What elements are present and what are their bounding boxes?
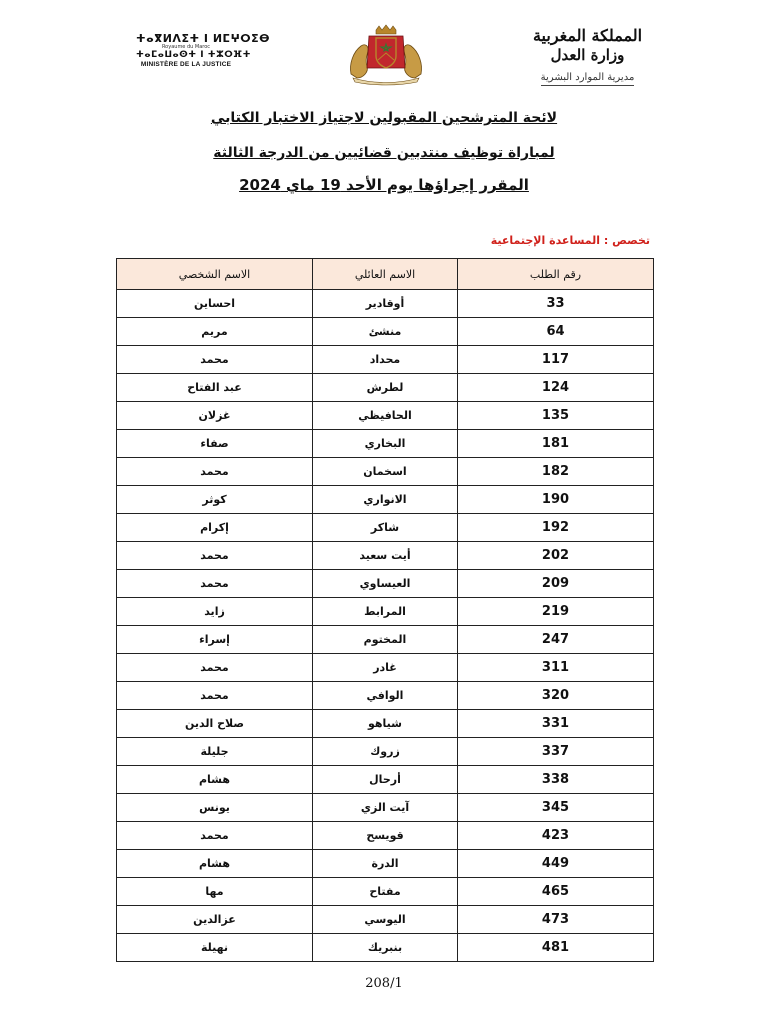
cell-application-number: 345 bbox=[458, 794, 654, 822]
table-header-row bbox=[117, 259, 654, 290]
cell-first-name: هشام bbox=[117, 850, 313, 878]
tifinagh-subtitle: Royaume du Maroc bbox=[161, 44, 211, 50]
cell-first-name: عزالدين bbox=[117, 906, 313, 934]
ministry-name-fr: MINISTÈRE DE LA JUSTICE bbox=[140, 61, 232, 68]
cell-family-name: الوافي bbox=[313, 682, 458, 710]
title-line-3: المقرر إجراؤها يوم الأحد 19 ماي 2024 bbox=[239, 176, 529, 194]
cell-first-name: جليلة bbox=[117, 738, 313, 766]
table-row bbox=[117, 682, 654, 710]
table-row bbox=[117, 402, 654, 430]
cell-family-name: محداد bbox=[313, 346, 458, 374]
cell-family-name: زروك bbox=[313, 738, 458, 766]
table-row bbox=[117, 906, 654, 934]
cell-family-name: مفتاح bbox=[313, 878, 458, 906]
cell-first-name: صلاح الدين bbox=[117, 710, 313, 738]
cell-application-number: 64 bbox=[458, 318, 654, 346]
specialty-label: تخصص : المساعدة الإجتماعية bbox=[490, 234, 650, 247]
cell-first-name: هشام bbox=[117, 766, 313, 794]
cell-first-name: عبد الفتاح bbox=[117, 374, 313, 402]
cell-first-name: محمد bbox=[117, 570, 313, 598]
cell-application-number: 219 bbox=[458, 598, 654, 626]
cell-family-name: المختوم bbox=[313, 626, 458, 654]
cell-application-number: 209 bbox=[458, 570, 654, 598]
cell-family-name: قويسح bbox=[313, 822, 458, 850]
cell-family-name: أوقادير bbox=[313, 290, 458, 318]
cell-family-name: لطرش bbox=[313, 374, 458, 402]
cell-first-name: احساين bbox=[117, 290, 313, 318]
table-row bbox=[117, 458, 654, 486]
document-title bbox=[0, 108, 768, 196]
cell-application-number: 331 bbox=[458, 710, 654, 738]
ministry-name-ar: وزارة العدل bbox=[550, 46, 625, 64]
table-row bbox=[117, 598, 654, 626]
cell-application-number: 117 bbox=[458, 346, 654, 374]
cell-family-name: العيساوي bbox=[313, 570, 458, 598]
header-first-name: الاسم الشخصي bbox=[117, 259, 313, 290]
cell-first-name: محمد bbox=[117, 822, 313, 850]
cell-application-number: 181 bbox=[458, 430, 654, 458]
cell-family-name: الحافيظي bbox=[313, 402, 458, 430]
cell-application-number: 473 bbox=[458, 906, 654, 934]
cell-first-name: محمد bbox=[117, 682, 313, 710]
table-row bbox=[117, 570, 654, 598]
cell-first-name: نهيلة bbox=[117, 934, 313, 962]
cell-application-number: 33 bbox=[458, 290, 654, 318]
cell-application-number: 190 bbox=[458, 486, 654, 514]
cell-application-number: 449 bbox=[458, 850, 654, 878]
cell-application-number: 202 bbox=[458, 542, 654, 570]
cell-application-number: 465 bbox=[458, 878, 654, 906]
table-row bbox=[117, 626, 654, 654]
cell-first-name: مريم bbox=[117, 318, 313, 346]
page-number: 208/1 bbox=[365, 976, 403, 991]
cell-application-number: 481 bbox=[458, 934, 654, 962]
royal-coat-of-arms-icon bbox=[343, 24, 429, 86]
cell-first-name: كوثر bbox=[117, 486, 313, 514]
cell-family-name: أيت سعيد bbox=[313, 542, 458, 570]
cell-application-number: 338 bbox=[458, 766, 654, 794]
cell-family-name: الدرة bbox=[313, 850, 458, 878]
table-row bbox=[117, 710, 654, 738]
kingdom-name-ar: المملكة المغربية bbox=[532, 26, 643, 45]
tifinagh-line-1: ⵜⴰⴳⵍⴷⵉⵜ ⵏ ⵍⵎⵖⵔⵉⴱ bbox=[136, 32, 271, 45]
ministry-logo-right bbox=[530, 26, 645, 86]
table-row bbox=[117, 934, 654, 962]
table-row bbox=[117, 794, 654, 822]
cell-application-number: 320 bbox=[458, 682, 654, 710]
table-row bbox=[117, 290, 654, 318]
table-row bbox=[117, 374, 654, 402]
cell-first-name: يونس bbox=[117, 794, 313, 822]
cell-family-name: البخاري bbox=[313, 430, 458, 458]
cell-first-name: غزلان bbox=[117, 402, 313, 430]
cell-family-name: شياهو bbox=[313, 710, 458, 738]
letterhead bbox=[0, 0, 768, 100]
header-family-name: الاسم العائلي bbox=[313, 259, 458, 290]
cell-first-name: محمد bbox=[117, 542, 313, 570]
cell-first-name: محمد bbox=[117, 458, 313, 486]
table-row bbox=[117, 654, 654, 682]
cell-first-name: إسراء bbox=[117, 626, 313, 654]
cell-first-name: محمد bbox=[117, 654, 313, 682]
tifinagh-line-2: ⵜⴰⵎⴰⵡⴰⵙⵜ ⵏ ⵜⵣⵔⴼⵜ bbox=[136, 50, 252, 60]
table-row bbox=[117, 766, 654, 794]
cell-application-number: 192 bbox=[458, 514, 654, 542]
table-row bbox=[117, 346, 654, 374]
table-row bbox=[117, 850, 654, 878]
cell-family-name: غادر bbox=[313, 654, 458, 682]
cell-family-name: المرابط bbox=[313, 598, 458, 626]
table-row bbox=[117, 430, 654, 458]
table-row bbox=[117, 878, 654, 906]
cell-family-name: منشئ bbox=[313, 318, 458, 346]
table-row bbox=[117, 738, 654, 766]
cell-family-name: اليوسي bbox=[313, 906, 458, 934]
table-row bbox=[117, 542, 654, 570]
title-line-2: لمباراة توظيف منتدبين قضائيين من الدرجة الثالثة bbox=[213, 145, 555, 161]
candidates-table bbox=[116, 258, 654, 962]
cell-first-name: صفاء bbox=[117, 430, 313, 458]
cell-family-name: شاكر bbox=[313, 514, 458, 542]
table-row bbox=[117, 822, 654, 850]
header-application-number: رقم الطلب bbox=[458, 259, 654, 290]
cell-family-name: آيت الزي bbox=[313, 794, 458, 822]
cell-application-number: 247 bbox=[458, 626, 654, 654]
table-row bbox=[117, 318, 654, 346]
title-line-1: لائحة المترشحين المقبولين لاجتياز الاختبار الكتابي bbox=[210, 110, 558, 126]
cell-family-name: الانواري bbox=[313, 486, 458, 514]
cell-first-name: زايد bbox=[117, 598, 313, 626]
cell-application-number: 182 bbox=[458, 458, 654, 486]
ministry-logo-left bbox=[136, 32, 271, 68]
cell-family-name: اسخمان bbox=[313, 458, 458, 486]
table-row bbox=[117, 486, 654, 514]
table-row bbox=[117, 514, 654, 542]
directorate-name-ar: مديرية الموارد البشرية bbox=[541, 71, 635, 86]
cell-application-number: 337 bbox=[458, 738, 654, 766]
cell-application-number: 311 bbox=[458, 654, 654, 682]
table-body bbox=[117, 290, 654, 962]
cell-first-name: إكرام bbox=[117, 514, 313, 542]
cell-application-number: 423 bbox=[458, 822, 654, 850]
cell-first-name: محمد bbox=[117, 346, 313, 374]
cell-first-name: مها bbox=[117, 878, 313, 906]
cell-application-number: 135 bbox=[458, 402, 654, 430]
cell-family-name: بنبريك bbox=[313, 934, 458, 962]
cell-application-number: 124 bbox=[458, 374, 654, 402]
cell-family-name: أرحال bbox=[313, 766, 458, 794]
